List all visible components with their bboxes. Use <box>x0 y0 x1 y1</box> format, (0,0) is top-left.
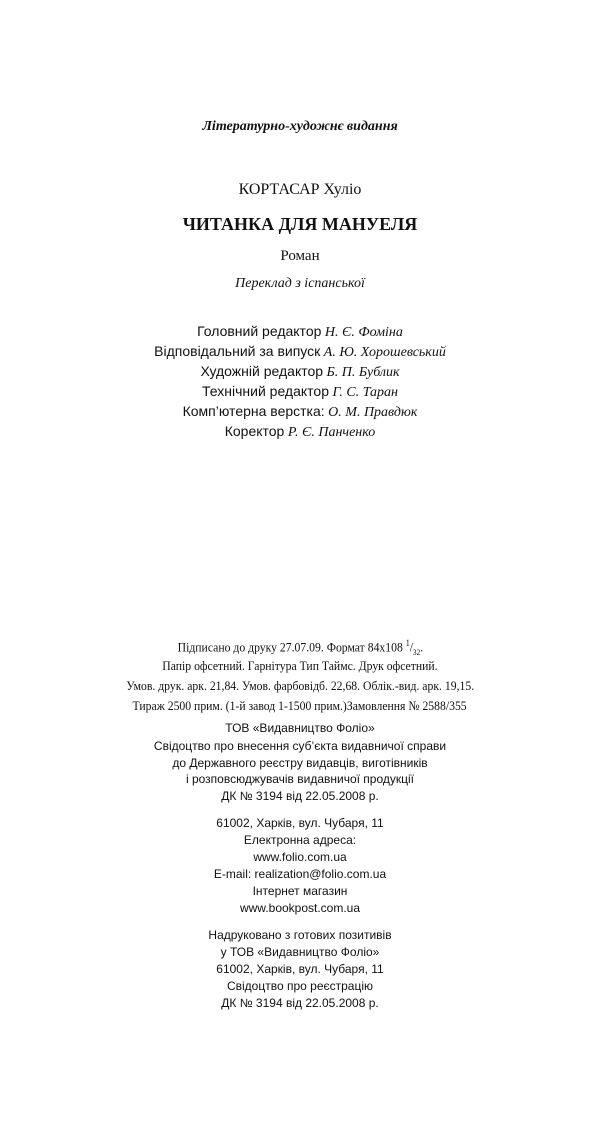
credit-row <box>0 404 600 420</box>
contact-website: www.folio.com.ua <box>253 850 347 864</box>
credit-role: Комп’ютерна верстка: <box>182 403 325 419</box>
credit-name: Г. С. Таран <box>332 385 398 400</box>
contact-shop-label: Інтернет магазин <box>252 884 348 898</box>
translation-note: Переклад з іспанської <box>235 276 365 291</box>
print-info-line: Умов. друк. арк. 21,84. Умов. фарбовідб. 22,68. Облік.-вид. арк. 19,15. <box>126 678 474 693</box>
credit-role: Головний редактор <box>197 323 322 339</box>
publisher-cert-line: до Державного реєстру видавців, виготівників <box>172 756 428 770</box>
book-title: ЧИТАНКА ДЛЯ МАНУЕЛЯ <box>182 214 418 234</box>
edition-type: Літературно-художнє видання <box>202 119 398 134</box>
printer-line: ДК № 3194 від 22.05.2008 р. <box>221 996 379 1010</box>
credit-name: Б. П. Бублик <box>326 365 400 380</box>
credit-name: А. Ю. Хорошевський <box>323 345 446 360</box>
publisher-name: ТОВ «Видавництво Фоліо» <box>225 721 375 735</box>
genre-label: Роман <box>280 248 320 264</box>
credit-role: Художній редактор <box>200 363 324 379</box>
credit-row <box>0 384 600 400</box>
publisher-cert-line: Свідоцтво про внесення суб’єкта видавничої справи <box>153 739 447 753</box>
contact-shop-url: www.bookpost.com.ua <box>239 901 361 915</box>
credit-name: О. М. Правдюк <box>328 405 418 420</box>
printer-line: Надруковано з готових позитивів <box>208 928 392 942</box>
print-info-line: Підписано до друку 27.07.09. Формат 84х108 $^1/_{32}$. <box>177 638 423 657</box>
credit-row <box>0 364 600 380</box>
publisher-cert-line: і розповсюджувачів видавничої продукції <box>185 772 415 786</box>
credit-name: Р. Є. Панченко <box>287 425 376 440</box>
format-fraction-num: 1 <box>405 638 410 648</box>
credit-role: Технічний редактор <box>202 383 329 399</box>
credit-role: Відповідальний за випуск <box>154 343 321 359</box>
credit-name: Н. Є. Фоміна <box>324 325 403 340</box>
print-info-format: Підписано до друку 27.07.09. Формат 84х108 <box>177 639 403 655</box>
printer-line: Свідоцтво про реєстрацію <box>226 979 374 993</box>
printer-line: у ТОВ «Видавництво Фоліо» <box>220 945 380 959</box>
print-info-line: Тираж 2500 прим. (1-й завод 1-1500 прим.)Замовлення № 2588/355 <box>132 698 468 713</box>
credit-row <box>0 324 600 340</box>
author-name: КОРТАСАР Хуліо <box>238 181 362 198</box>
publisher-cert-number: ДК № 3194 від 22.05.2008 р. <box>221 789 379 803</box>
credit-row <box>0 424 600 440</box>
credit-row <box>0 344 600 360</box>
format-fraction-den: 32 <box>412 647 420 657</box>
contact-address: 61002, Харків, вул. Чубаря, 11 <box>216 816 384 830</box>
contact-email: E-mail: realization@folio.com.ua <box>213 867 387 881</box>
print-info-line: Папір офсетний. Гарнітура Тип Таймс. Друк офсетний. <box>162 658 438 673</box>
credit-role: Коректор <box>224 423 285 439</box>
contact-email-label: Електронна адреса: <box>243 833 357 847</box>
printer-line: 61002, Харків, вул. Чубаря, 11 <box>216 962 384 976</box>
